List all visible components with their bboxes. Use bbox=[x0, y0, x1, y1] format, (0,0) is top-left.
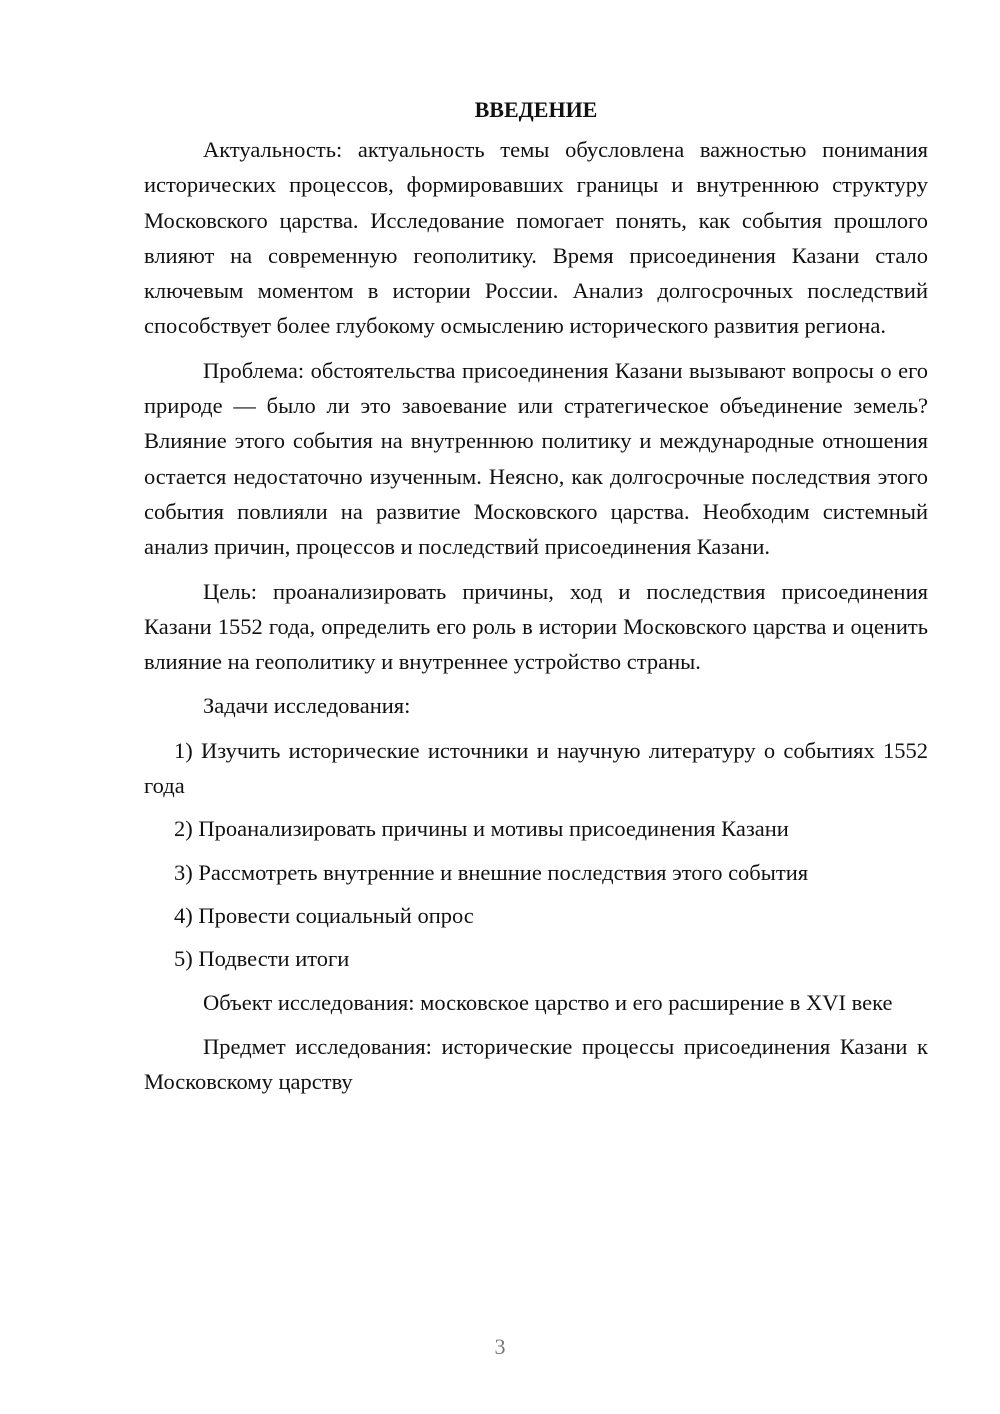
tasks-heading: Задачи исследования: bbox=[203, 693, 411, 719]
page-content bbox=[144, 95, 928, 1108]
paragraph-subject: Предмет исследования: исторические процессы присоединения Казани к Московскому царству bbox=[144, 1033, 928, 1095]
paragraph-goal: Цель: проанализировать причины, ход и последствия присоединения Казани 1552 года, определить его роль в истории Московского царства и оценить влияние на геополитику и внутреннее устройство страны. bbox=[144, 578, 928, 675]
list-item: 5) Подвести итоги bbox=[174, 946, 350, 972]
list-item: 2) Проанализировать причины и мотивы присоединения Казани bbox=[174, 816, 789, 842]
paragraph-relevance: Актуальность: актуальность темы обусловлена важностью понимания исторических процессов, формировавших границы и внутреннюю структуру Московского царства. Исследование помогает понять, как события прошлого влияют на современную геополитику. Время присоединения Казани стало ключевым моментом в истории России. Анализ долгосрочных последствий способствует более глубокому осмыслению исторического развития региона. bbox=[144, 137, 928, 339]
tasks-list bbox=[144, 733, 928, 977]
list-item: 1) Изучить исторические источники и научную литературу о событиях 1552 года bbox=[144, 737, 928, 799]
paragraph-object: Объект исследования: московское царство и его расширение в XVI веке bbox=[203, 989, 893, 1015]
page-title: ВВЕДЕНИЕ bbox=[474, 97, 598, 122]
page-number: 3 bbox=[494, 1334, 506, 1359]
list-item: 3) Рассмотреть внутренние и внешние последствия этого события bbox=[174, 859, 809, 885]
paragraph-problem: Проблема: обстоятельства присоединения Казани вызывают вопросы о его природе — было ли это завоевание или стратегическое объединение земель? Влияние этого события на внутреннюю политику и международные отношения остается недостаточно изученным. Неясно, как долгосрочные последствия этого события повлияли на развитие Московского царства. Необходим системный анализ причин, процессов и последствий присоединения Казани. bbox=[144, 357, 928, 560]
list-item: 4) Провести социальный опрос bbox=[174, 902, 474, 928]
